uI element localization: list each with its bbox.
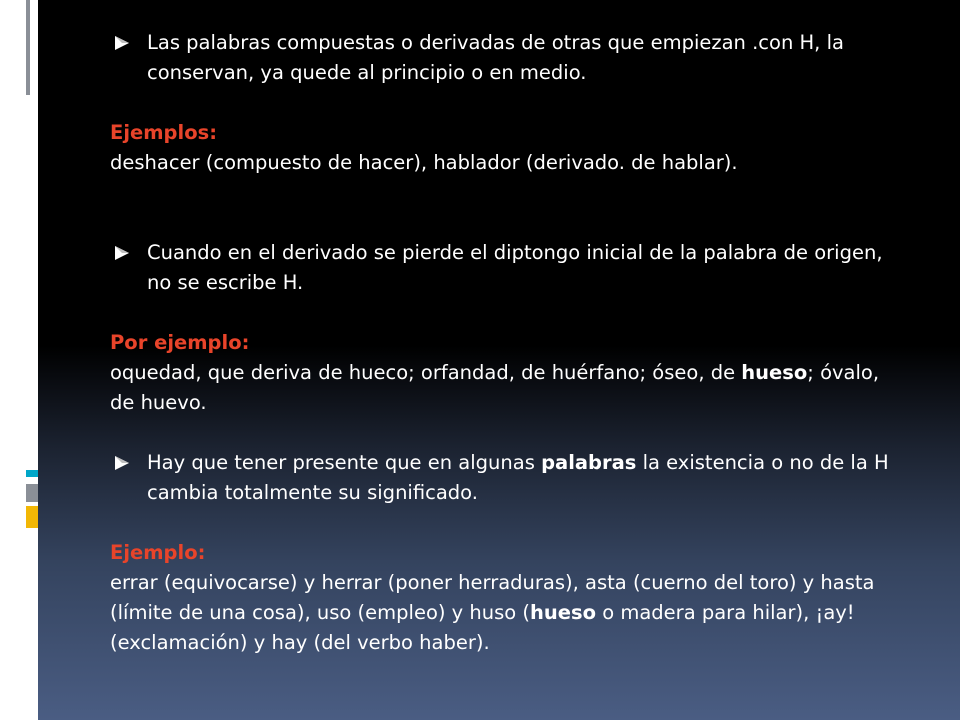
arrow-bullet-icon [112,239,132,267]
slide-content [110,28,905,658]
bullet-text: Las palabras compuestas o derivadas de otras que empiezan .con H, la conservan, ya quede al principio o en medio. [147,31,844,84]
heading-por-ejemplo: Por ejemplo: [110,331,250,354]
arrow-bullet-icon [112,29,132,57]
example-text-2: oquedad, que deriva de hueco; orfandad, de huérfano; óseo, de hueso; óvalo, de huevo. [110,361,880,414]
heading-ejemplo: Ejemplo: [110,541,206,564]
bullet-text: Cuando en el derivado se pierde el diptongo inicial de la palabra de origen, no se escribe H. [147,241,883,294]
bullet-meaning-change [110,448,905,508]
heading-ejemplos: Ejemplos: [110,121,217,144]
bullet-text: Hay que tener presente que en algunas palabras la existencia o no de la H cambia totalmente su significado. [147,451,889,504]
bullet-compound-words [110,28,905,88]
decorative-side-bars [0,0,38,720]
example-text-1: deshacer (compuesto de hacer), hablador (derivado. de hablar). [110,151,738,174]
example-text-3: errar (equivocarse) y herrar (poner herraduras), asta (cuerno del toro) y hasta (límite de una cosa), uso (empleo) y huso (hueso o madera para hilar), ¡ay! (exclamación) y hay (del verbo haber). [110,571,875,654]
arrow-bullet-icon [112,449,132,477]
bullet-diphthong-loss [110,238,905,298]
